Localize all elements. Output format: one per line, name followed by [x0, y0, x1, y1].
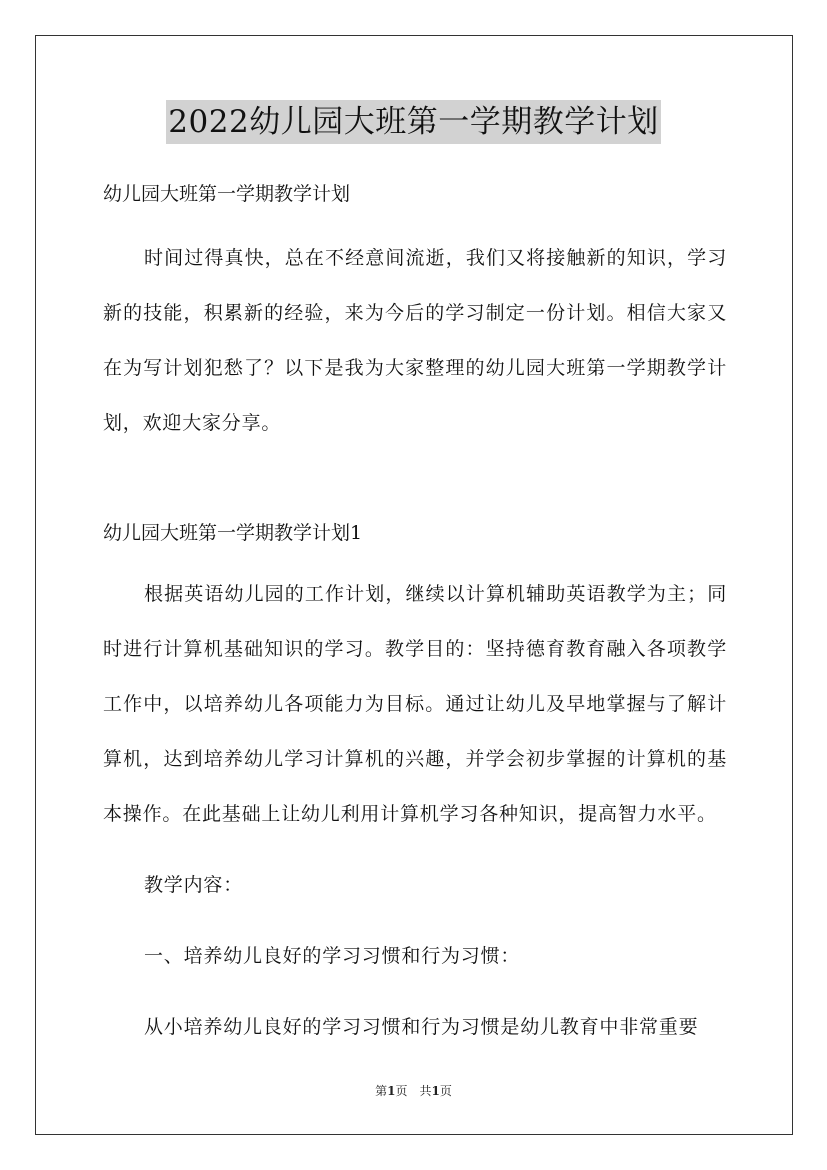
intro-paragraph: 时间过得真快，总在不经意间流逝，我们又将接触新的知识，学习新的技能，积累新的经验，来为今后的学习制定一份计划。相信大家又在为写计划犯愁了？以下是我为大家整理的幼儿园大班第一学期教学计划，欢迎大家分享。	[103, 247, 727, 434]
document-title: 2022幼儿园大班第一学期教学计划	[166, 100, 660, 144]
footer-mid: 页 共	[395, 1084, 432, 1098]
point1-paragraph: 从小培养幼儿良好的学习习惯和行为习惯是幼儿教育中非常重要	[144, 1016, 699, 1038]
footer-prefix: 第	[375, 1084, 388, 1098]
section1-heading: 幼儿园大班第一学期教学计划1	[103, 522, 363, 544]
footer-suffix: 页	[439, 1084, 452, 1098]
point1-heading: 一、培养幼儿良好的学习习惯和行为习惯：	[144, 945, 521, 967]
title-wrap	[0, 100, 827, 144]
document-body	[103, 176, 727, 1055]
page-footer	[0, 1082, 827, 1099]
document-subtitle: 幼儿园大班第一学期教学计划	[103, 183, 351, 205]
section1-paragraph: 根据英语幼儿园的工作计划，继续以计算机辅助英语教学为主；同时进行计算机基础知识的学习。教学目的：坚持德育教育融入各项教学工作中，以培养幼儿各项能力为目标。通过让幼儿及早地掌握与了解计算机，达到培养幼儿学习计算机的兴趣，并学会初步掌握的计算机的基本操作。在此基础上让幼儿利用计算机学习各种知识，提高智力水平。	[103, 583, 727, 825]
footer-page-number: 1	[387, 1084, 396, 1098]
content-label: 教学内容：	[144, 874, 244, 896]
footer-page-total: 1	[431, 1084, 440, 1098]
